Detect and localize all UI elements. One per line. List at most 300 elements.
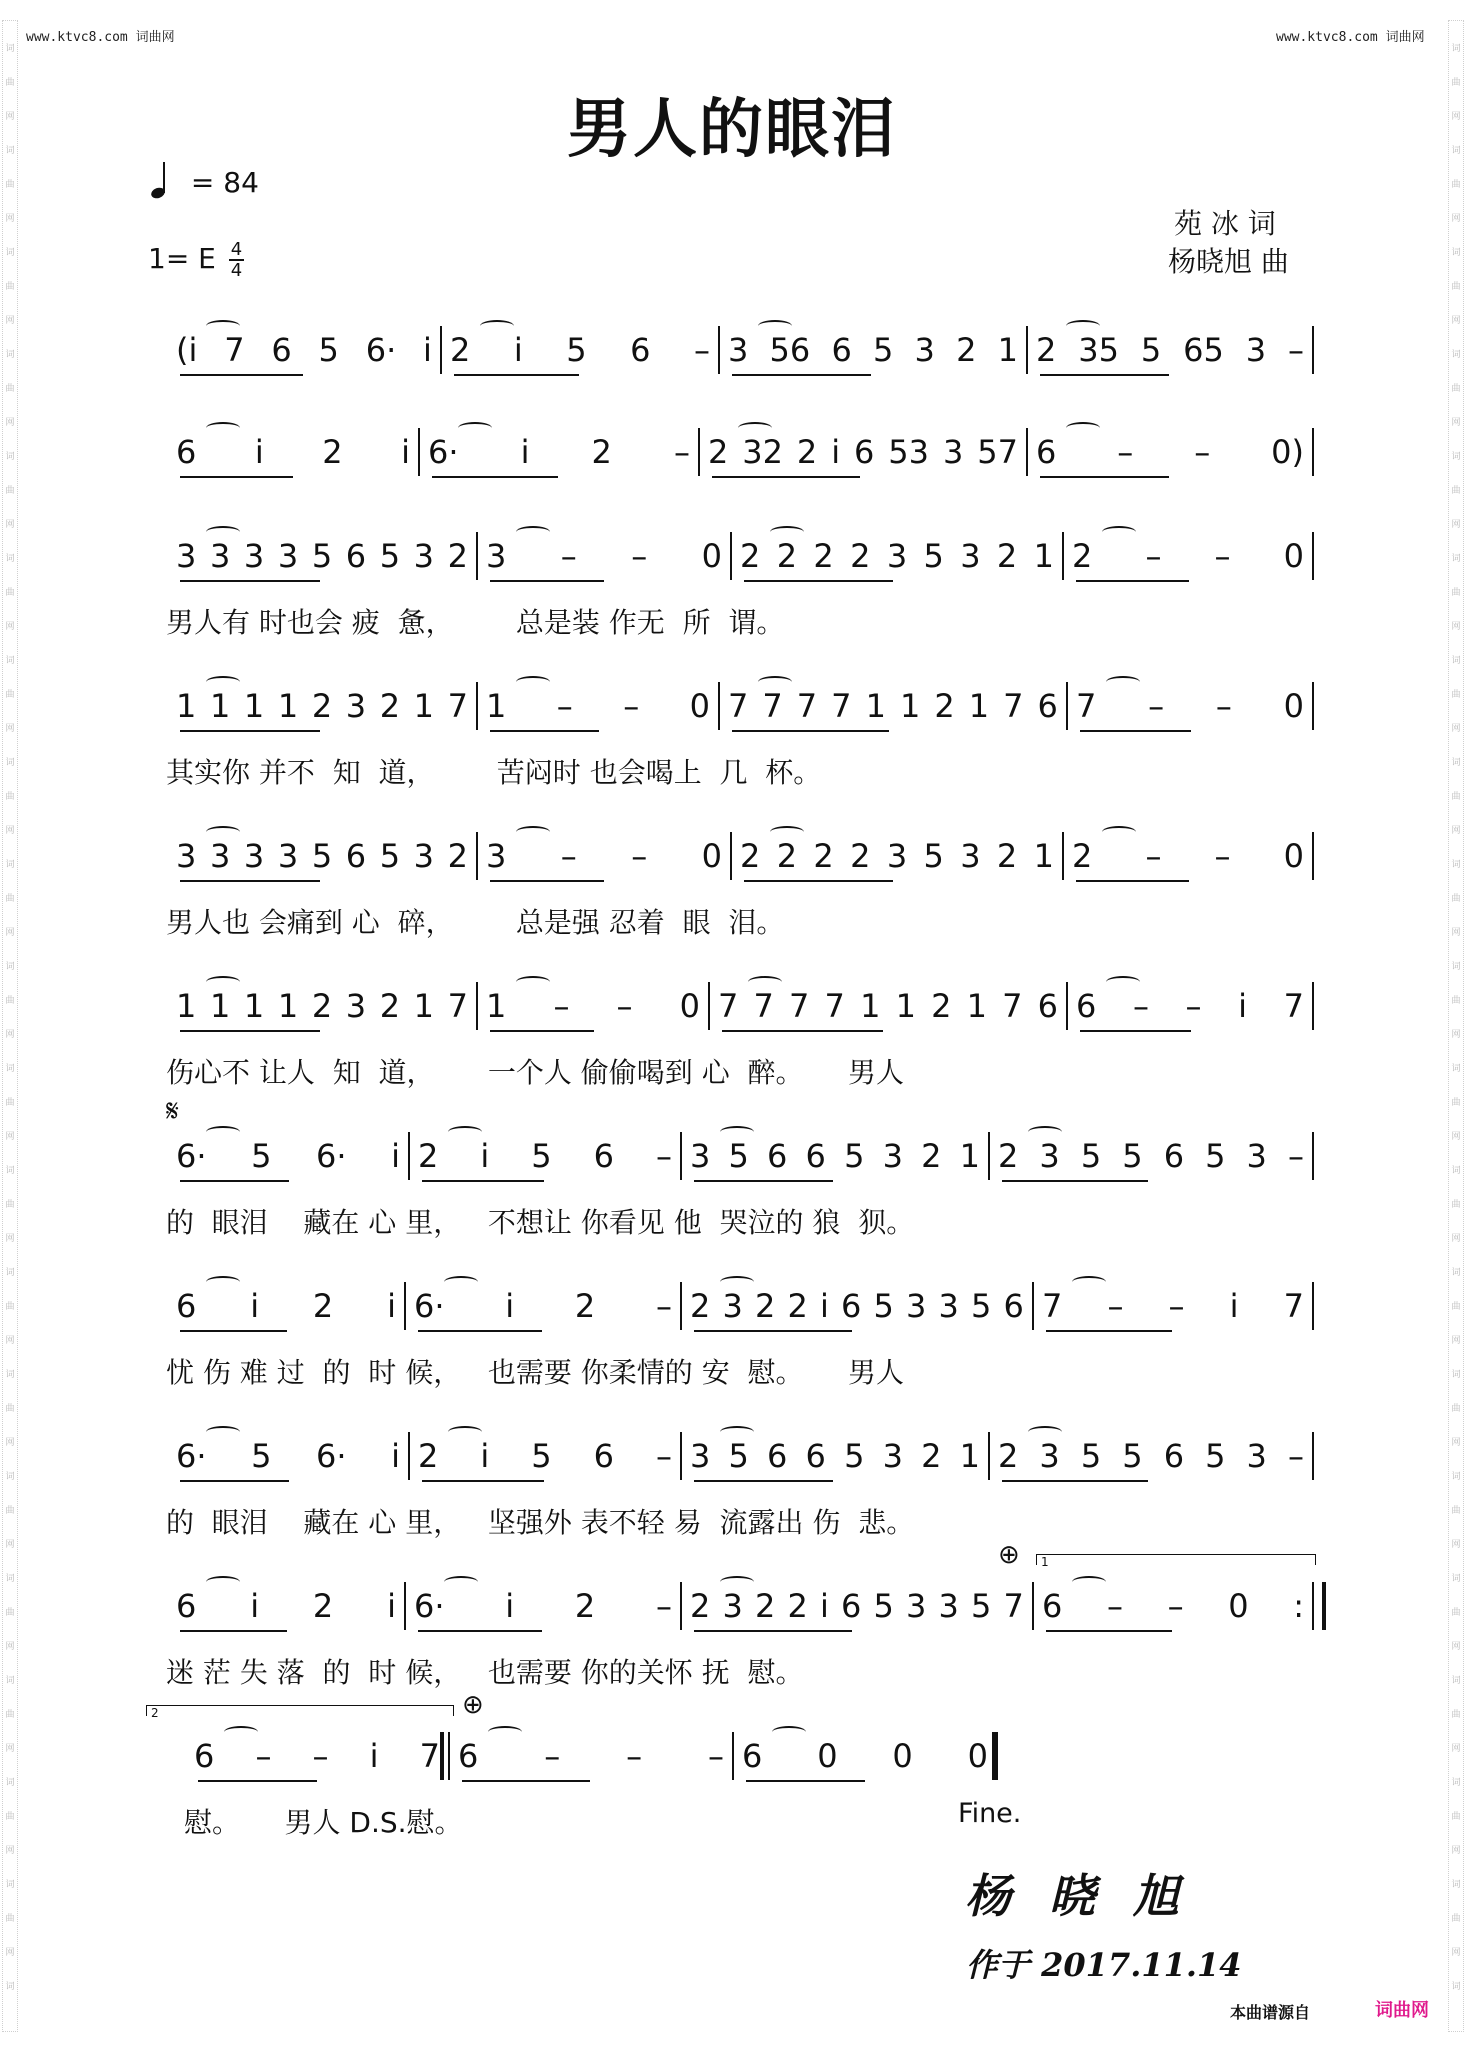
note: 6	[1037, 687, 1058, 725]
side-mark-text: 词	[1451, 350, 1461, 360]
note: 5	[251, 1437, 272, 1475]
side-mark-text: 曲	[1451, 78, 1461, 88]
note: 7	[789, 987, 810, 1025]
slur	[1028, 1426, 1062, 1438]
note: 5	[531, 1137, 552, 1175]
side-mark-text: 词	[1451, 1370, 1461, 1380]
note: 5	[531, 1437, 552, 1475]
slur	[448, 1126, 482, 1138]
note: 1	[959, 1437, 980, 1475]
lyrics-line: 的 眼泪 藏在 心 里， 不想让 你看见 他 哭泣的 狼 狈。	[166, 1206, 915, 1239]
note: –	[655, 1437, 672, 1475]
note: 5	[1140, 331, 1162, 369]
key-signature	[148, 240, 244, 280]
side-mark-text: 词	[5, 1370, 15, 1380]
measure	[708, 432, 1018, 472]
measure	[486, 686, 710, 726]
note: 7	[1003, 687, 1024, 725]
side-mark-text: 网	[5, 826, 15, 836]
note: 6	[742, 1737, 763, 1775]
segno-icon: 𝄋	[166, 1094, 179, 1129]
note: 5	[379, 837, 401, 875]
side-mark-text: 词	[1451, 962, 1461, 972]
measure	[740, 536, 1054, 576]
slur	[1102, 526, 1136, 538]
measure	[176, 1286, 396, 1326]
lyrics-line: 男人也 会痛到 心 碎， 总是强 忍着 眼 泪。	[166, 906, 785, 939]
note: 3	[722, 1287, 743, 1325]
slur	[738, 422, 772, 434]
measure	[414, 1586, 672, 1626]
note: 7	[419, 1737, 440, 1775]
note: 1	[486, 987, 507, 1025]
side-mark-text: 词	[1451, 1778, 1461, 1788]
note: 1	[1033, 837, 1054, 875]
note: 2	[1072, 837, 1093, 875]
beam-underline	[418, 1630, 542, 1632]
side-mark-text: 曲	[1451, 1404, 1461, 1414]
note: 5	[728, 1437, 749, 1475]
note: –	[655, 1587, 672, 1625]
slur	[448, 1426, 482, 1438]
note: 2	[956, 331, 977, 369]
note: i	[401, 433, 410, 471]
barline	[988, 1132, 990, 1180]
note: 6	[194, 1737, 215, 1775]
side-mark-text: 词	[1451, 1880, 1461, 1890]
footer-site-logo[interactable]: 词曲网	[1375, 2000, 1429, 2021]
note: i	[391, 1437, 400, 1475]
note: 3	[413, 537, 435, 575]
barline	[476, 532, 478, 580]
beam-underline	[694, 1180, 833, 1182]
beam-underline	[694, 1330, 852, 1332]
measure	[728, 330, 1018, 370]
note: –	[1214, 537, 1231, 575]
note: 6	[1163, 1137, 1185, 1175]
side-mark-text: 词	[5, 146, 15, 156]
side-mark-text: 曲	[5, 690, 15, 700]
side-mark-text: 词	[5, 758, 15, 768]
note: 6	[1163, 1437, 1185, 1475]
time-sig-denominator: 4	[230, 260, 243, 281]
note: 3	[906, 1587, 927, 1625]
note: 5	[251, 1137, 272, 1175]
note: 5	[923, 837, 944, 875]
barline	[476, 982, 478, 1030]
side-mark-text: 网	[1451, 724, 1461, 734]
note: 6·	[316, 1137, 347, 1175]
measure	[728, 686, 1058, 726]
note: 1	[413, 687, 435, 725]
side-mark-text: 词	[5, 248, 15, 258]
right-margin-strip	[1448, 20, 1464, 2032]
note: 1	[176, 987, 197, 1025]
side-mark-text: 网	[1451, 928, 1461, 938]
measure	[486, 986, 700, 1026]
beam-underline	[180, 476, 293, 478]
barline	[408, 1132, 410, 1180]
note: 2	[921, 1437, 942, 1475]
beam-underline	[490, 730, 599, 732]
side-mark-text: 曲	[1451, 282, 1461, 292]
note: 1	[966, 987, 987, 1025]
note: 2	[1072, 537, 1093, 575]
barline	[476, 682, 478, 730]
note: 2	[418, 1137, 439, 1175]
beam-underline	[180, 880, 320, 882]
measure	[486, 836, 722, 876]
barline	[680, 1432, 682, 1480]
note: 5	[379, 537, 401, 575]
note: 3	[938, 1587, 959, 1625]
beam-underline	[490, 880, 604, 882]
side-mark-text: 词	[1451, 758, 1461, 768]
measure	[690, 1436, 980, 1476]
note: 2	[813, 537, 834, 575]
note: 1	[413, 987, 435, 1025]
beam-underline	[180, 730, 320, 732]
barline	[408, 1432, 410, 1480]
note: 0	[967, 1737, 988, 1775]
side-mark-text: 曲	[1451, 384, 1461, 394]
beam-underline	[1040, 374, 1169, 376]
side-mark-text: 词	[5, 44, 15, 54]
note: 2	[998, 1437, 1019, 1475]
side-mark-text: 曲	[5, 1812, 15, 1822]
side-mark-text: 网	[5, 1540, 15, 1550]
note: 0	[1283, 837, 1304, 875]
note: 7	[718, 987, 739, 1025]
note: 2	[311, 687, 333, 725]
note: 3	[914, 331, 935, 369]
side-mark-text: 网	[5, 112, 15, 122]
barline	[698, 428, 700, 476]
measure	[176, 686, 468, 726]
side-mark-text: 曲	[5, 1200, 15, 1210]
note: 3	[277, 837, 299, 875]
measure	[176, 432, 410, 472]
beam-underline	[744, 880, 893, 882]
side-mark-text: 词	[1451, 1574, 1461, 1584]
note: 65	[1183, 331, 1224, 369]
note: i	[513, 331, 523, 369]
slur	[1072, 1576, 1106, 1588]
note: 1	[860, 987, 881, 1025]
barline	[680, 1582, 682, 1630]
note: 7	[1042, 1287, 1063, 1325]
note: 5	[311, 537, 333, 575]
side-mark-text: 曲	[5, 1710, 15, 1720]
note: 6	[1003, 1287, 1024, 1325]
barline	[1312, 982, 1314, 1030]
note: 0	[701, 837, 722, 875]
note: 3	[906, 1287, 927, 1325]
tempo-marking	[150, 160, 259, 199]
barline	[1062, 832, 1064, 880]
note: 3	[960, 837, 981, 875]
note: 6	[831, 331, 852, 369]
composer-signature: 杨晓旭	[965, 1869, 1217, 1923]
note: –	[631, 837, 648, 875]
note: 6	[767, 1437, 788, 1475]
side-mark-text: 曲	[5, 894, 15, 904]
note: 2	[850, 837, 871, 875]
side-mark-text: 网	[5, 622, 15, 632]
side-mark-text: 网	[5, 1744, 15, 1754]
measure	[428, 432, 690, 472]
side-mark-text: 网	[1451, 1642, 1461, 1652]
slur	[444, 1576, 478, 1588]
side-mark-text: 网	[5, 1030, 15, 1040]
note: –	[560, 837, 577, 875]
first-ending-bracket: 1	[1036, 1554, 1316, 1565]
beam-underline	[180, 1480, 289, 1482]
note: 7	[1003, 1587, 1024, 1625]
note: 56	[769, 331, 811, 369]
measure	[1076, 986, 1304, 1026]
side-mark-text: 曲	[1451, 690, 1461, 700]
beam-underline	[454, 374, 579, 376]
time-signature	[229, 240, 244, 280]
note: 6	[593, 1437, 614, 1475]
note: –	[707, 1737, 724, 1775]
note: 2	[312, 1287, 334, 1325]
thick-barline	[992, 1732, 996, 1780]
note: 6	[1076, 987, 1097, 1025]
note: 2	[447, 537, 468, 575]
note: 3	[243, 537, 265, 575]
lyrics-line: 其实你 并不 知 道， 苦闷时 也会喝上 几 杯。	[166, 756, 822, 789]
note: 3	[209, 537, 231, 575]
slur	[516, 676, 550, 688]
side-mark-text: 网	[1451, 1948, 1461, 1958]
beam-underline	[462, 1780, 590, 1782]
beam-underline	[1076, 880, 1189, 882]
note: 3	[942, 433, 964, 471]
note: i	[250, 1587, 260, 1625]
composer-credit: 杨晓旭 曲	[1168, 245, 1289, 278]
side-mark-text: 词	[1451, 1166, 1461, 1176]
note: –	[1145, 537, 1162, 575]
note: 7	[762, 687, 783, 725]
note: 0	[689, 687, 710, 725]
side-mark-text: 词	[5, 452, 15, 462]
note: –	[1287, 331, 1304, 369]
measure	[690, 1136, 980, 1176]
slur	[720, 1426, 754, 1438]
note: 3	[243, 837, 265, 875]
left-margin-strip	[2, 20, 18, 2032]
note: 5	[873, 1287, 894, 1325]
side-mark-text: 词	[1451, 146, 1461, 156]
note: 5	[873, 331, 894, 369]
note: 5	[844, 1437, 865, 1475]
note: 6·	[428, 433, 459, 471]
note: 3	[938, 1287, 959, 1325]
note: 7	[1002, 987, 1023, 1025]
note: 1	[959, 1137, 980, 1175]
beam-underline	[1002, 1480, 1148, 1482]
note: –	[1107, 1287, 1124, 1325]
note: 5	[1205, 1437, 1226, 1475]
side-mark-text: 网	[1451, 316, 1461, 326]
side-mark-text: 曲	[1451, 1098, 1461, 1108]
slur	[206, 526, 240, 538]
side-mark-text: 曲	[1451, 1302, 1461, 1312]
lyrics-line: 慰。 男人 D.S.慰。	[184, 1806, 463, 1839]
barline	[404, 1582, 406, 1630]
measure	[1072, 836, 1304, 876]
barline	[732, 1732, 734, 1780]
slur	[206, 676, 240, 688]
side-mark-text: 词	[5, 1574, 15, 1584]
note: i	[369, 1737, 379, 1775]
note: 6·	[176, 1437, 207, 1475]
note: 6	[805, 1137, 826, 1175]
note: 3	[690, 1437, 711, 1475]
note: 6	[1036, 433, 1057, 471]
side-mark-text: 词	[1451, 1268, 1461, 1278]
barline	[1312, 832, 1314, 880]
note: 2	[776, 837, 798, 875]
note: 5	[844, 1137, 865, 1175]
note: –	[1106, 1587, 1123, 1625]
note: 7	[1283, 987, 1304, 1025]
site-url-left: www.ktvc8.com 词曲网	[26, 30, 175, 45]
note: 1	[865, 687, 886, 725]
side-mark-text: 网	[5, 928, 15, 938]
side-mark-text: 词	[1451, 554, 1461, 564]
side-mark-text: 曲	[5, 1404, 15, 1414]
side-mark-text: 曲	[1451, 588, 1461, 598]
note: 2	[1036, 331, 1057, 369]
barline	[1312, 1432, 1314, 1480]
beam-underline	[732, 730, 889, 732]
beam-underline	[744, 580, 893, 582]
note: 5	[971, 1287, 992, 1325]
slur	[444, 1276, 478, 1288]
song-title: 男人的眼泪	[567, 93, 897, 167]
side-mark-text: 词	[1451, 1982, 1461, 1992]
measure	[176, 330, 432, 370]
measure	[690, 1586, 1024, 1626]
note: 6·	[365, 331, 397, 369]
side-mark-text: 曲	[1451, 180, 1461, 190]
side-mark-text: 词	[1451, 1676, 1461, 1686]
note: 2	[322, 433, 343, 471]
note: i	[387, 1587, 396, 1625]
beam-underline	[432, 476, 558, 478]
beam-underline	[180, 374, 303, 376]
barline	[440, 326, 442, 374]
note: 1	[209, 987, 231, 1025]
measure	[1042, 1586, 1304, 1626]
barline	[404, 1282, 406, 1330]
side-mark-text: 曲	[5, 1608, 15, 1618]
slur	[772, 1726, 806, 1738]
slur	[206, 1126, 240, 1138]
note: 32	[742, 433, 783, 471]
beam-underline	[1080, 1030, 1191, 1032]
note: 2	[591, 433, 612, 471]
time-sig-numerator: 4	[230, 239, 243, 260]
note: 2	[379, 687, 401, 725]
note: i	[423, 331, 432, 369]
side-mark-text: 词	[1451, 656, 1461, 666]
side-mark-text: 网	[5, 724, 15, 734]
note: 0	[679, 987, 700, 1025]
measure	[176, 1436, 400, 1476]
note: 1	[277, 687, 299, 725]
side-mark-text: 曲	[5, 588, 15, 598]
note: 1	[243, 987, 265, 1025]
barline	[680, 1132, 682, 1180]
note: –	[1215, 687, 1232, 725]
barline	[1312, 326, 1314, 374]
slur	[1106, 676, 1140, 688]
note: 3	[960, 537, 981, 575]
side-mark-text: 词	[5, 1268, 15, 1278]
side-mark-text: 网	[5, 214, 15, 224]
barline	[988, 1432, 990, 1480]
side-mark-text: 词	[5, 1166, 15, 1176]
note: i	[254, 433, 264, 471]
slur	[206, 1426, 240, 1438]
note: 6	[345, 537, 367, 575]
note: 3	[690, 1137, 711, 1175]
slur	[758, 676, 792, 688]
side-mark-text: 曲	[5, 384, 15, 394]
note: –	[255, 1737, 272, 1775]
beam-underline	[732, 374, 871, 376]
note: –	[1145, 837, 1162, 875]
side-mark-text: 词	[1451, 1472, 1461, 1482]
slur	[748, 976, 782, 988]
note: 1	[486, 687, 507, 725]
note: 6	[841, 1287, 862, 1325]
lyrics-line: 男人有 时也会 疲 惫， 总是装 作无 所 谓。	[166, 606, 785, 639]
side-mark-text: 网	[5, 520, 15, 530]
note: 2	[934, 687, 955, 725]
measure	[740, 836, 1054, 876]
note: 2	[312, 1587, 334, 1625]
footer-source-text: 本曲谱源自	[1230, 2003, 1311, 2022]
slur	[206, 320, 240, 332]
side-mark-text: 曲	[1451, 486, 1461, 496]
measure	[718, 986, 1058, 1026]
measure	[486, 536, 722, 576]
note: 6·	[176, 1137, 207, 1175]
beam-underline	[694, 1480, 833, 1482]
note: 2	[813, 837, 834, 875]
side-mark-text: 网	[1451, 1846, 1461, 1856]
side-mark-text: 曲	[5, 1098, 15, 1108]
note: i	[250, 1287, 260, 1325]
barline	[418, 428, 420, 476]
side-mark-text: 曲	[5, 282, 15, 292]
measure	[176, 1136, 400, 1176]
lyrics-line: 伤心不 让人 知 道， 一个人 偷偷喝到 心 醉。 男人	[166, 1056, 905, 1089]
note: –	[673, 433, 690, 471]
side-mark-text: 网	[1451, 1030, 1461, 1040]
note: (i	[176, 331, 198, 369]
side-mark-text: 词	[5, 1064, 15, 1074]
note: 5	[1205, 1137, 1226, 1175]
barline	[1032, 1582, 1034, 1630]
barline	[1312, 532, 1314, 580]
note: –	[631, 537, 648, 575]
